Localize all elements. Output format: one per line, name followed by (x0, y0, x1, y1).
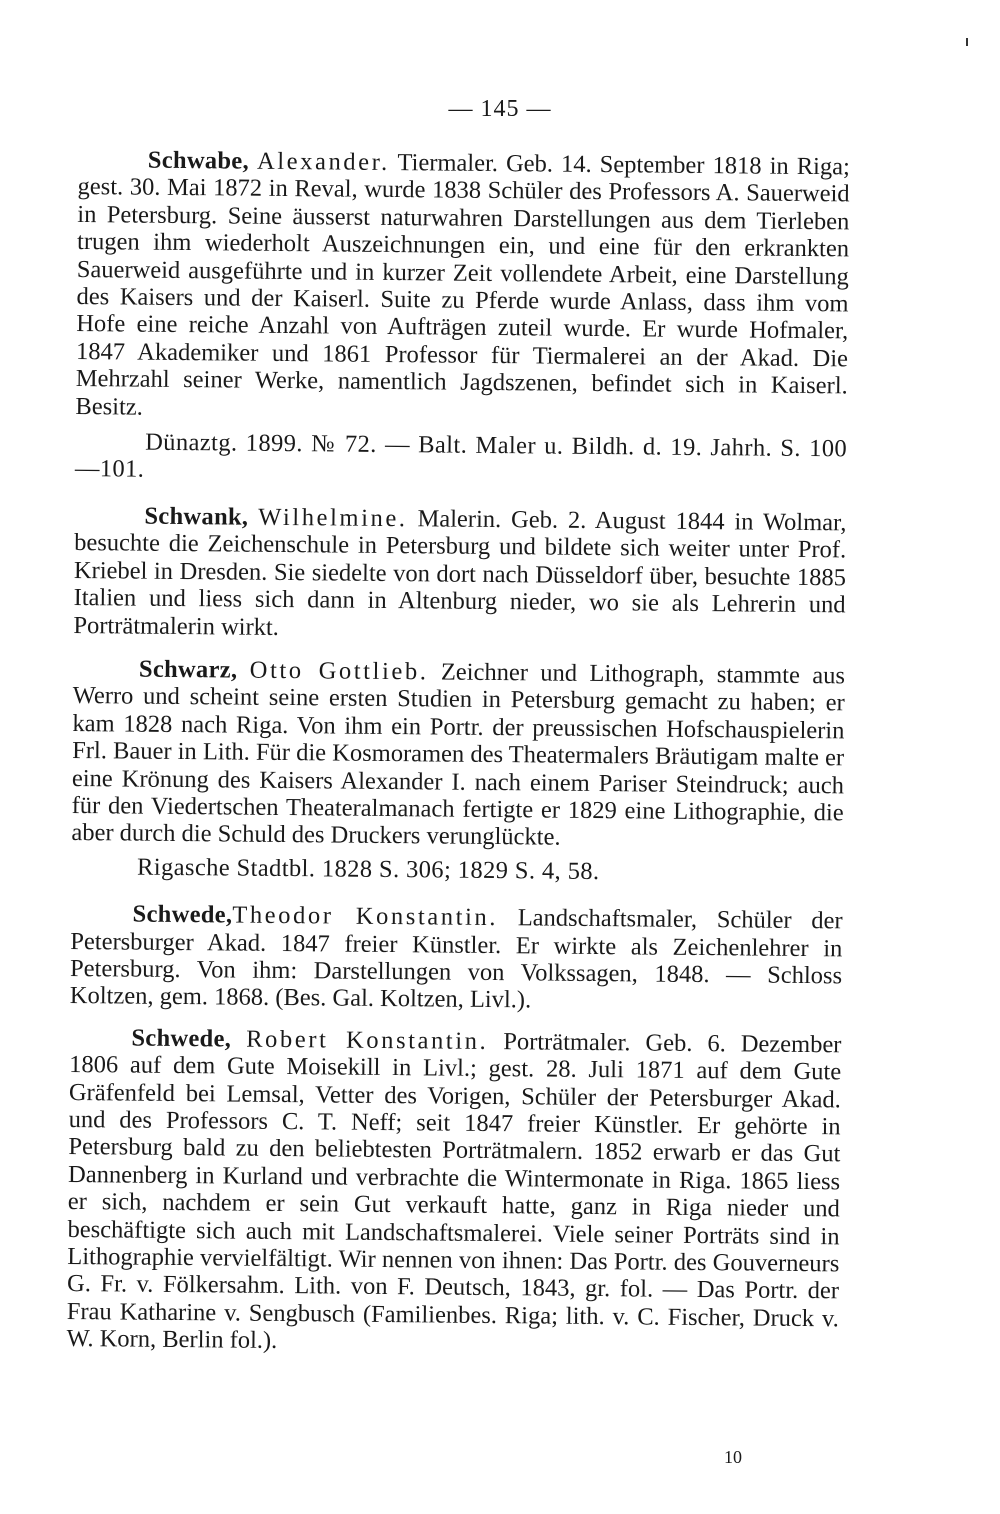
entry-text: Tiermaler. Geb. 14. September 1818 in Riga; gest. 30. Mai 1872 in Reval, wurde 1838 Schüler des Professors A. Sauerweid in Petersburg. Seine äusserst naturwahren Darstellungen aus dem Tierleben trugen ihm wiederholt Auszeichnungen ein, und eine für den erkrankten Sauerweid ausgeführte und in kurzer Zeit vollendete Arbeit, eine Darstellung des Kaisers und der Kaiserl. Suite zu Pferde wurde Anlass, dass ihm vom Hofe eine reiche Anzahl von Aufträgen zuteil wurde. Er wurde Hofmaler, 1847 Akademiker und 1861 Professor für Tiermalerei an der Akad. Die Mehrzahl seiner Werke, namentlich Jagdszenen, befindet sich in Kaiserl. Besitz. (75, 149, 850, 421)
entry-reference: Dünaztg. 1899. № 72. — Balt. Maler u. Bildh. d. 19. Jahrh. S. 100—101. (74, 428, 848, 484)
entry-text: Landschaftsmaler, Schüler der Petersburger Akad. 1847 freier Künstler. Er wirkte als Zeichenlehrer in Petersburg. Von ihm: Darstellungen von Volkssagen, 1848. — Schloss Koltzen, gem. 1868. (Bes. Gal. Koltzen, Livl.). (69, 904, 843, 1014)
entry-schwede-theodor (70, 900, 843, 1017)
entry-schwank (73, 502, 846, 646)
entry-surname: Schwede, (132, 900, 233, 929)
signature-mark: 10 (724, 1447, 742, 1467)
entry-given-name: Wilhelmine. (258, 503, 408, 533)
entry-paragraph (66, 1024, 841, 1360)
entry-paragraph (75, 146, 850, 427)
entry-surname: Schwabe, (147, 146, 250, 175)
entry-paragraph (73, 502, 846, 646)
entry-text: Zeichner und Lithograph, stammte aus Werro und scheint seine ersten Studien in Petersburg gemacht zu haben; er kam 1828 nach Riga. Von ihm ein Portr. der preussischen Hofschauspielerin Frl. Bauer in Lith. Für die Kosmoramen des Theatermalers Bräutigam malte er eine Krönung des Kaisers Alexander I. nach einem Pariser Steindruck; auch für den Viedertschen Theateralmanach fertigte er 1829 eine Lithographie, die aber durch die Schuld des Druckers verunglückte. (71, 658, 846, 852)
page-number: — 145 — (448, 96, 552, 122)
text-column (66, 146, 850, 1360)
entry-reference: Rigasche Stadtbl. 1828 S. 306; 1829 S. 4, 58. (136, 853, 600, 885)
entry-given-name: Robert Konstantin. (246, 1025, 489, 1055)
entry-given-name: Theodor Konstantin. (232, 901, 499, 932)
entry-schwede-robert (66, 1024, 841, 1360)
entry-text: Porträtmaler. Geb. 6. Dezember 1806 auf dem Gute Moisekill in Livl.; gest. 28. Juli 1871 auf dem Gute Gräfenfeld bei Lemsal, Vetter des Vorigen, Schüler der Petersburger Akad. und des Professors C. T. Neff; seit 1847 freier Künstler. Er gehörte in Petersburg bald zu den beliebtesten Porträtmalern. 1852 erwarb er das Gut Dannenberg in Kurland und verbrachte die Wintermonate in Riga. 1865 liess er sich, nachdem er sein Gut verkauft hatte, ganz in Riga nieder und beschäftigte sich auch mit Landschaftsmalerei. Viele seiner Porträts sind in Lithographie vervielfältigt. Wir nennen von ihnen: Das Portr. des Gouverneurs G. Fr. v. Fölkersahm. Lith. von F. Deutsch, 1843, gr. fol. — Das Portr. der Frau Katharine v. Sengbusch (Familienbes. Riga; lith. v. C. Fischer, Druck v. W. Korn, Berlin fol.). (66, 1027, 842, 1355)
entry-paragraph (70, 900, 843, 1017)
entry-surname: Schwank, (144, 502, 249, 531)
entry-schwabe (75, 146, 850, 490)
entry-surname: Schwede, (131, 1024, 232, 1053)
entry-given-name: Alexander. (256, 147, 390, 176)
entry-given-name: Otto Gottlieb. (249, 656, 429, 686)
entry-paragraph (71, 655, 845, 854)
entry-surname: Schwarz, (138, 655, 238, 684)
entry-schwarz (71, 655, 845, 888)
scan-edge-mark (966, 38, 968, 46)
entry-text: Malerin. Geb. 2. August 1844 in Wolmar, besuchte die Zeichenschule in Petersburg und bildete sich weiter unter Prof. Kriebel in Dresden. Sie siedelte von dort nach Düsseldorf über, besuchte 1885 Italien und liess sich dann in Altenburg nieder, wo sie als Lehrerin und Porträtmalerin wirkt. (73, 505, 847, 641)
